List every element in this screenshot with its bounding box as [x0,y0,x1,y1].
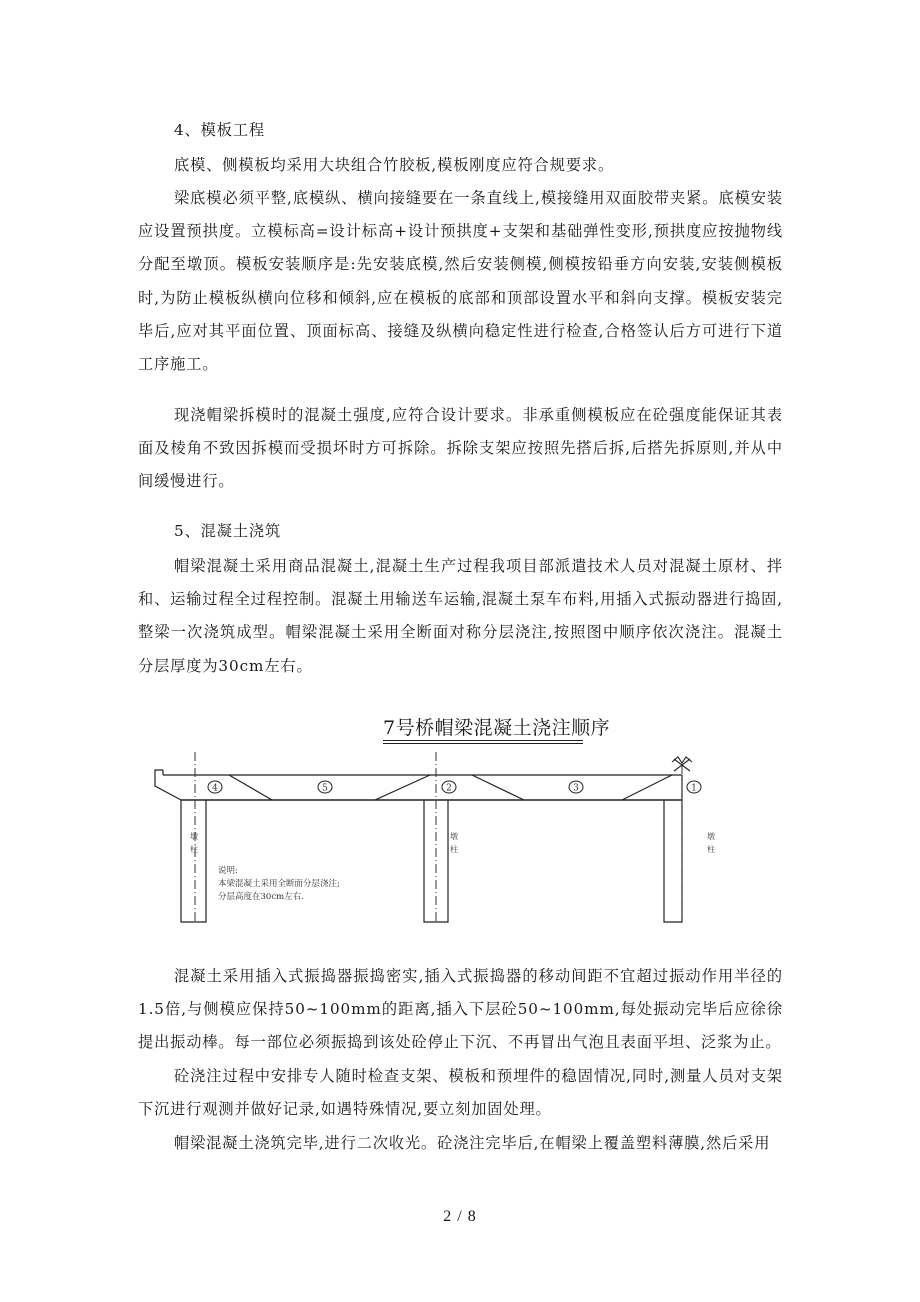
paragraph: 混凝土采用插入式振捣器振捣密实,插入式振捣器的移动间距不宜超过振动作用半径的1.5倍,与侧模应保持50~100mm的距离,插入下层砼50~100mm,每处振动完毕后应徐徐提出振动棒。每一部位必须振捣到该处砼停止下沉、不再冒出气泡且表面平坦、泛浆为止。 [138,967,783,1052]
svg-text:4: 4 [212,783,218,794]
figure-title: 7号桥帽梁混凝土浇注顺序 [383,717,611,739]
svg-text:柱: 柱 [707,845,715,854]
paragraph: 梁底模必须平整,底模纵、横向接缝要在一条直线上,模接缝用双面胶带夹紧。底模安装应设置预拱度。立模标高=设计标高+设计预拱度+支架和基础弹性变形,预拱度应按抛物线分配至墩顶。模板安装顺序是:先安装底模,然后安装侧模,侧模按铅垂方向安装,安装侧模板时,为防止模板纵横向位移和倾斜,应在模板的底部和顶部设置水平和斜向支撑。模板安装完毕后,应对其平面位置、顶面标高、接缝及纵横向稳定性进行检查,合格签认后方可进行下道工序施工。 [138,189,783,374]
svg-text:5: 5 [322,783,328,794]
svg-text:1: 1 [691,783,697,794]
paragraph: 底模、侧模板均采用大块组合竹胶板,模板刚度应符合规要求。 [174,156,615,174]
svg-text:分层高度在30cm左右.: 分层高度在30cm左右. [218,892,304,902]
svg-text:3: 3 [573,783,579,794]
paragraph: 帽梁混凝土采用商品混凝土,混凝土生产过程我项目部派遣技术人员对混凝土原材、拌和、运输过程全过程控制。混凝土用输送车运输,混凝土泵车布料,用插入式振动器进行捣固,整梁一次浇筑成型。帽梁混凝土采用全断面对称分层浇注,按照图中顺序依次浇注。混凝土分层厚度为30cm左右。 [138,557,783,675]
paragraph: 帽梁混凝土浇筑完毕,进行二次收光。砼浇注完毕后,在帽梁上覆盖塑料薄膜,然后采用 [174,1134,771,1152]
section-heading-concrete: 5、混凝土浇筑 [174,522,282,540]
svg-text:本梁混凝土采用全断面分层浇注;: 本梁混凝土采用全断面分层浇注; [218,879,340,889]
svg-text:墩: 墩 [450,832,458,841]
paragraph: 现浇帽梁拆模时的混凝土强度,应符合设计要求。非承重侧模板应在砼强度能保证其表面及棱角不致因拆模而受损坏时方可拆除。拆除支架应按照先搭后拆,后搭先拆原则,并从中间缓慢进行。 [138,406,783,491]
page-number: 2 / 8 [443,1208,477,1225]
svg-text:柱: 柱 [190,845,198,854]
svg-text:2: 2 [446,783,452,794]
svg-text:墩: 墩 [707,832,715,841]
svg-text:说明:: 说明: [218,866,238,876]
svg-text:柱: 柱 [450,845,458,854]
section-heading-formwork: 4、模板工程 [174,121,266,139]
svg-text:墩: 墩 [190,832,198,841]
paragraph: 砼浇注过程中安排专人随时检查支架、模板和预埋件的稳固情况,同时,测量人员对支架下沉进行观测并做好记录,如遇特殊情况,要立刻加固处理。 [138,1067,783,1119]
